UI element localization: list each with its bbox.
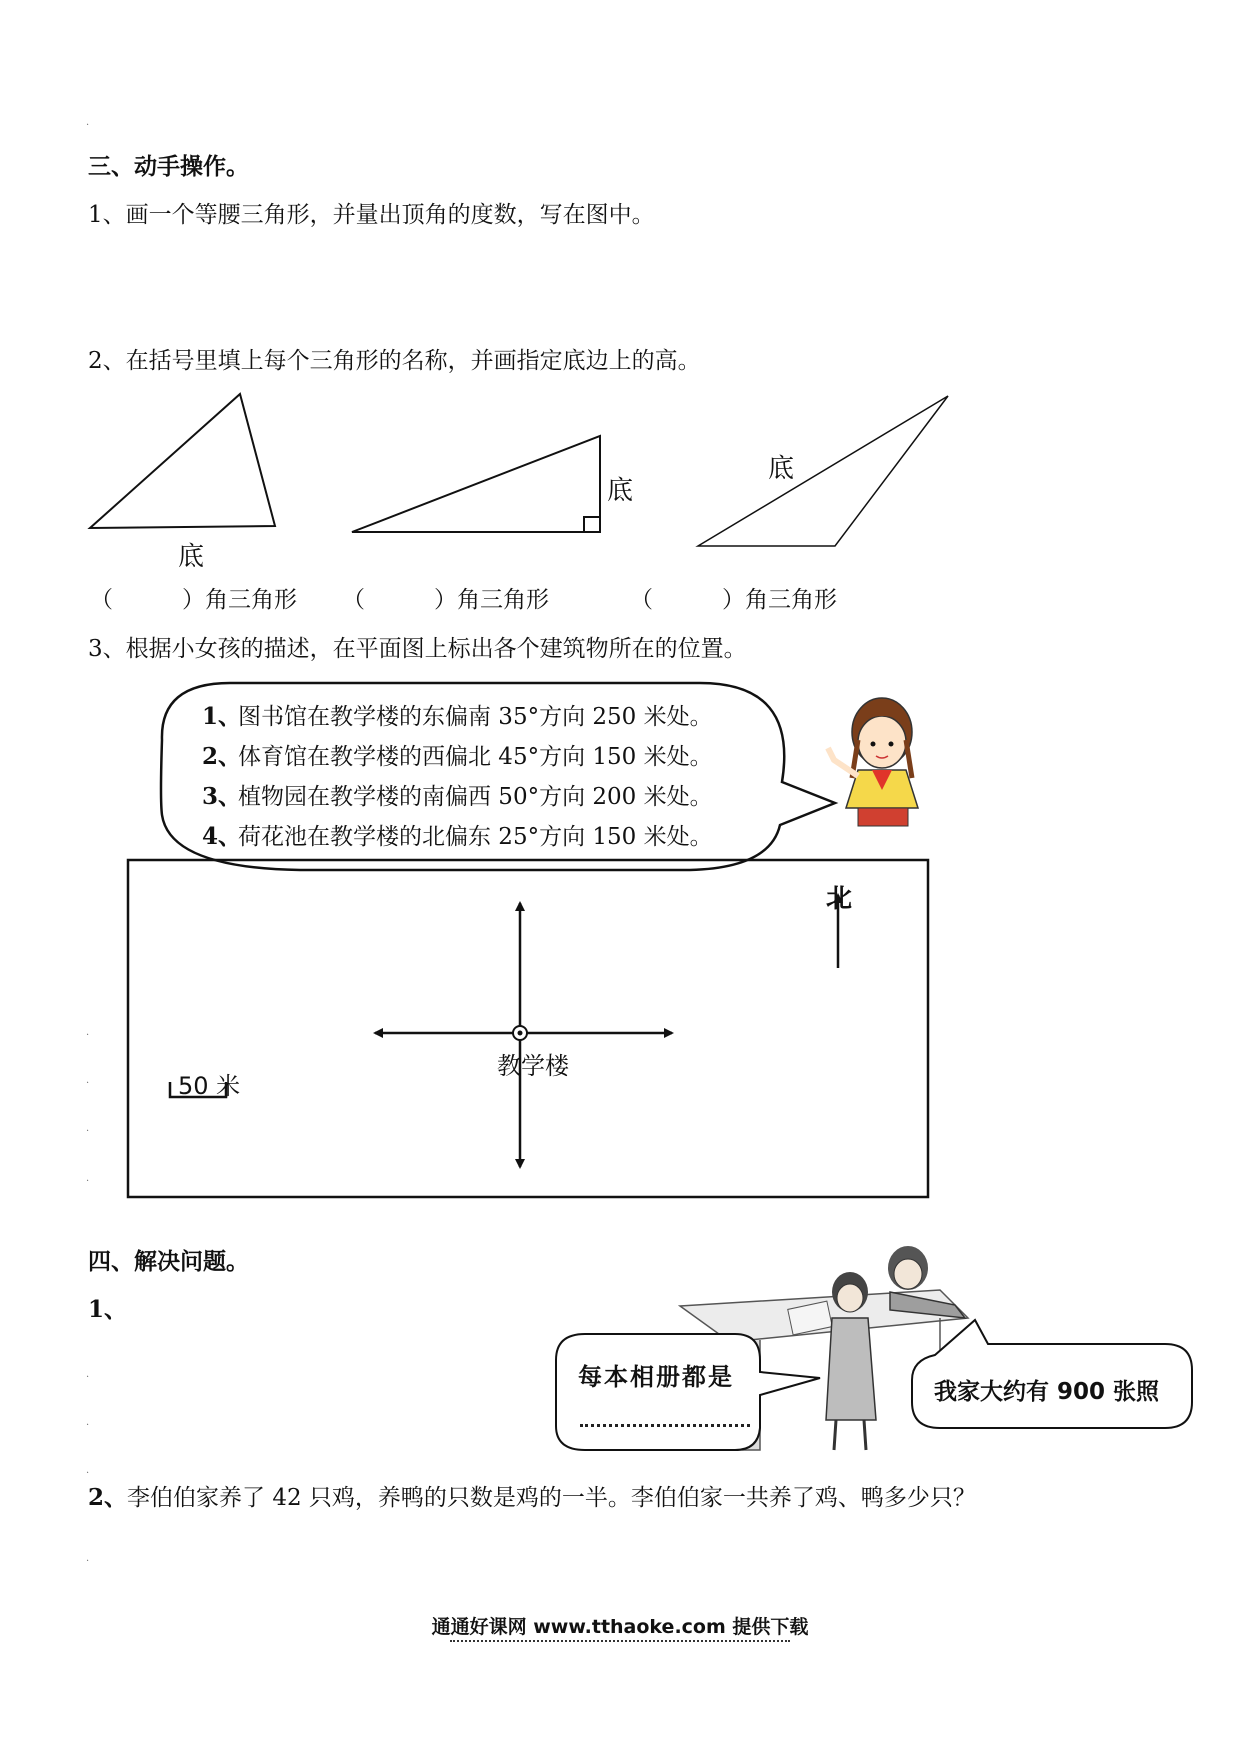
question-2-text: 2、在括号里填上每个三角形的名称，并画指定底边上的高。	[88, 348, 701, 374]
base-label-2: 底	[607, 476, 634, 506]
problem-1-number: 1、	[88, 1296, 128, 1323]
north-label: 北	[826, 884, 853, 914]
center-label: 教学楼	[497, 1052, 569, 1080]
description-item: 3、植物园在教学楼的南偏西 50°方向 200 米处。	[202, 783, 713, 810]
triangle-answer-1[interactable]: （ ）角三角形	[90, 587, 297, 613]
margin-dot: ·	[86, 1372, 90, 1383]
question-3-text: 3、根据小女孩的描述，在平面图上标出各个建筑物所在的位置。	[88, 636, 747, 662]
bubble-right-text: 我家大约有 900 张照	[934, 1379, 1160, 1405]
margin-dot: ·	[86, 1078, 90, 1089]
problem-2-body: 李伯伯家养了 42 只鸡，养鸭的只数是鸡的一半。李伯伯家一共养了鸡、鸭多少只？	[127, 1485, 976, 1511]
margin-dot: ·	[86, 1420, 90, 1431]
triangle-answer-2[interactable]: （ ）角三角形	[342, 587, 549, 613]
speech-bubble-left	[556, 1334, 820, 1450]
bubble-left-cut-text	[580, 1420, 750, 1430]
section-heading-3: 三、动手操作。	[88, 153, 249, 180]
margin-dot: ·	[86, 1556, 90, 1567]
scale-label: 50 米	[178, 1072, 241, 1100]
footer-underline	[450, 1640, 790, 1642]
margin-dot: ·	[86, 120, 90, 131]
problem-2-text	[88, 1483, 976, 1513]
problem-2-number: 2、	[88, 1484, 128, 1511]
bubble-left-text: 每本相册都是	[578, 1363, 734, 1391]
margin-dot: ·	[86, 1030, 90, 1041]
triangle-answer-3[interactable]: （ ）角三角形	[630, 587, 837, 613]
footer-source: 通通好课网 www.tthaoke.com 提供下载	[431, 1616, 809, 1638]
base-label-1: 底	[178, 542, 205, 572]
section-heading-4: 四、解决问题。	[88, 1248, 249, 1275]
margin-dot: ·	[86, 1126, 90, 1137]
description-item: 1、图书馆在教学楼的东偏南 35°方向 250 米处。	[202, 703, 713, 730]
description-item: 2、体育馆在教学楼的西偏北 45°方向 150 米处。	[202, 743, 713, 770]
description-item: 4、荷花池在教学楼的北偏东 25°方向 150 米处。	[202, 823, 713, 850]
margin-dot: ·	[86, 1176, 90, 1187]
margin-dot: ·	[86, 1468, 90, 1479]
question-1-text: 1、画一个等腰三角形，并量出顶角的度数，写在图中。	[88, 202, 655, 228]
base-label-3: 底	[768, 454, 795, 484]
